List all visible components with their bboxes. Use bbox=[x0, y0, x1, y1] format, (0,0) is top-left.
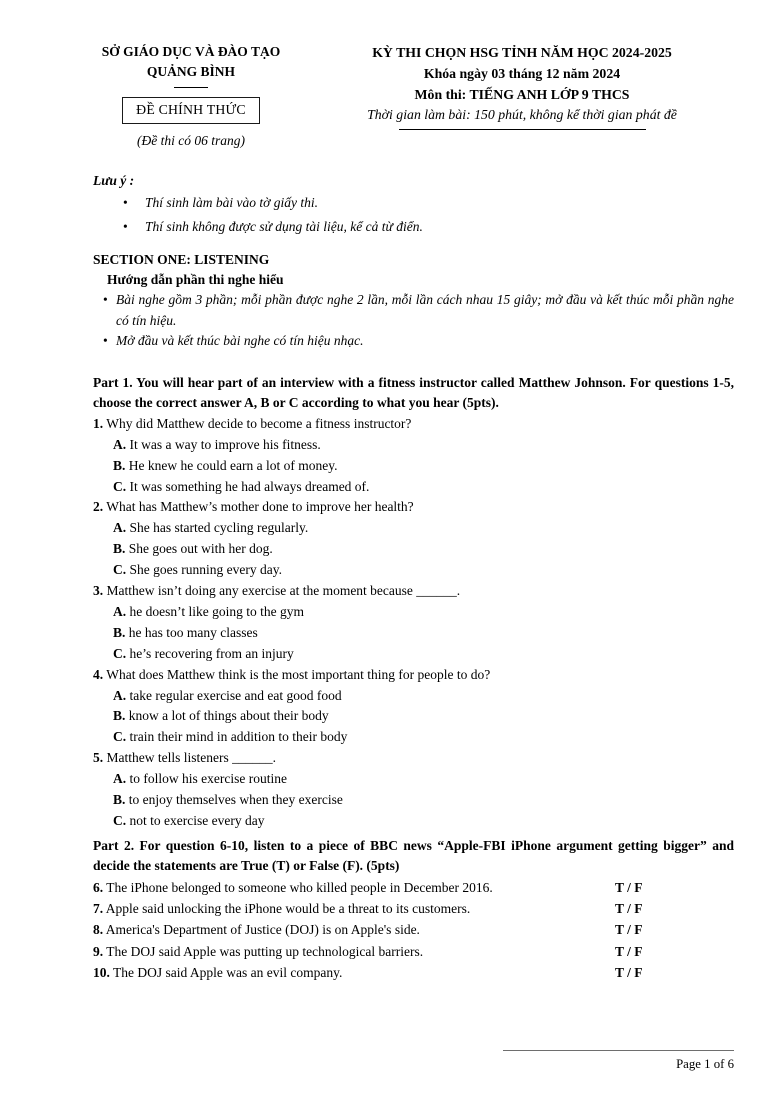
statement-number: 10. bbox=[93, 964, 110, 980]
question-text: Matthew isn’t doing any exercise at the moment because ______. bbox=[106, 583, 461, 599]
official-exam-box-wrap bbox=[93, 97, 289, 124]
option-label: B. bbox=[113, 624, 126, 640]
official-exam-box: ĐỀ CHÍNH THỨC bbox=[122, 97, 260, 124]
option-a bbox=[93, 518, 734, 539]
part-2-heading: Part 2. For question 6-10, listen to a piece of BBC news “Apple-FBI iPhone argument getting bigger” and decide the statements are True (T) or False (F). (5pts) bbox=[93, 837, 734, 874]
option-label: A. bbox=[113, 687, 127, 703]
option-text: to follow his exercise routine bbox=[129, 771, 287, 787]
question-block bbox=[93, 414, 734, 498]
statement-10 bbox=[93, 962, 734, 983]
notice-item: • Thí sinh không được sử dụng tài liệu, kể cả từ điển. bbox=[93, 215, 734, 239]
question-3 bbox=[93, 581, 734, 602]
option-c bbox=[93, 644, 734, 665]
option-b bbox=[93, 456, 734, 477]
question-text: What has Matthew’s mother done to improve her health? bbox=[106, 499, 414, 515]
notice-item: • Thí sinh làm bài vào tờ giấy thi. bbox=[93, 191, 734, 215]
option-label: A. bbox=[113, 520, 127, 536]
statement-6 bbox=[93, 877, 734, 898]
province-name: QUẢNG BÌNH bbox=[146, 64, 236, 79]
section-title: SECTION ONE: LISTENING bbox=[93, 252, 270, 267]
option-a bbox=[93, 769, 734, 790]
true-false-choice: T / F bbox=[615, 964, 643, 980]
option-text: take regular exercise and eat good food bbox=[129, 687, 342, 703]
option-c bbox=[93, 811, 734, 832]
option-text: It was something he had always dreamed of. bbox=[129, 478, 370, 494]
option-text: he doesn’t like going to the gym bbox=[129, 603, 304, 619]
statement-9 bbox=[93, 941, 734, 962]
exam-title: KỲ THI CHỌN HSG TỈNH NĂM HỌC 2024-2025 bbox=[372, 45, 672, 60]
notice-section bbox=[93, 170, 734, 238]
statement-text: America's Department of Justice (DOJ) is on Apple's side. bbox=[105, 922, 420, 938]
question-5 bbox=[93, 748, 734, 769]
part-1-heading: Part 1. You will hear part of an interview with a fitness instructor called Matthew Johnson. For questions 1-5, choose the correct answer A, B or C according to what you hear (5pts). bbox=[93, 374, 734, 411]
statement-text: The DOJ said Apple was an evil company. bbox=[113, 964, 343, 980]
true-false-choice: T / F bbox=[615, 901, 643, 917]
statement-7 bbox=[93, 898, 734, 919]
department-name: SỞ GIÁO DỤC VÀ ĐÀO TẠO bbox=[101, 44, 281, 59]
true-false-choice: T / F bbox=[615, 943, 643, 959]
statement-number: 9. bbox=[93, 943, 104, 959]
issuing-authority-block bbox=[93, 42, 289, 150]
option-text: She has started cycling regularly. bbox=[129, 520, 309, 536]
statement-8 bbox=[93, 919, 734, 940]
exam-subject: Môn thi: TIẾNG ANH LỚP 9 THCS bbox=[414, 87, 630, 102]
question-block bbox=[93, 665, 734, 749]
question-block bbox=[93, 581, 734, 665]
option-label: A. bbox=[113, 436, 127, 452]
option-label: B. bbox=[113, 541, 126, 557]
page-header bbox=[93, 42, 734, 150]
option-text: he has too many classes bbox=[128, 624, 258, 640]
option-label: B. bbox=[113, 792, 126, 808]
option-b bbox=[93, 790, 734, 811]
option-a bbox=[93, 602, 734, 623]
option-text: He knew he could earn a lot of money. bbox=[128, 457, 338, 473]
statement-number: 6. bbox=[93, 879, 104, 895]
option-b bbox=[93, 623, 734, 644]
option-text: to enjoy themselves when they exercise bbox=[128, 792, 343, 808]
exam-info-block bbox=[310, 42, 734, 130]
section-subtitle: Hướng dẫn phần thi nghe hiểu bbox=[107, 272, 284, 287]
divider-dash bbox=[174, 87, 208, 88]
pages-note: (Đề thi có 06 trang) bbox=[137, 133, 245, 148]
option-label: A. bbox=[113, 771, 127, 787]
option-label: B. bbox=[113, 457, 126, 473]
option-label: C. bbox=[113, 813, 127, 828]
statement-number: 7. bbox=[93, 901, 104, 917]
section-one-listening bbox=[93, 250, 734, 352]
question-4 bbox=[93, 665, 734, 686]
listening-instruction: • Mở đầu và kết thúc bài nghe có tín hiệu nhạc. bbox=[93, 331, 734, 352]
part-2 bbox=[93, 836, 734, 983]
part-1 bbox=[93, 373, 734, 832]
question-number: 1. bbox=[93, 415, 104, 431]
option-label: C. bbox=[113, 562, 127, 578]
true-false-choice: T / F bbox=[615, 922, 643, 938]
question-number: 2. bbox=[93, 499, 104, 515]
option-a bbox=[93, 435, 734, 456]
option-text: She goes running every day. bbox=[129, 562, 282, 578]
footer-rule bbox=[503, 1050, 734, 1051]
question-text: What does Matthew think is the most important thing for people to do? bbox=[106, 666, 491, 682]
option-c bbox=[93, 727, 734, 748]
question-text: Matthew tells listeners ______. bbox=[106, 750, 276, 766]
option-text: It was a way to improve his fitness. bbox=[129, 436, 321, 452]
option-text: She goes out with her dog. bbox=[128, 541, 273, 557]
option-label: C. bbox=[113, 729, 127, 745]
statement-text: Apple said unlocking the iPhone would be a threat to its customers. bbox=[105, 901, 471, 917]
option-a bbox=[93, 686, 734, 707]
option-c bbox=[93, 560, 734, 581]
option-text: not to exercise every day bbox=[129, 813, 265, 828]
option-label: B. bbox=[113, 708, 126, 724]
statement-number: 8. bbox=[93, 922, 104, 938]
exam-date: Khóa ngày 03 tháng 12 năm 2024 bbox=[423, 66, 621, 81]
option-c bbox=[93, 477, 734, 498]
question-block bbox=[93, 497, 734, 581]
notice-title: Lưu ý : bbox=[93, 173, 135, 188]
exam-duration: Thời gian làm bài: 150 phút, không kể thời gian phát đề bbox=[367, 107, 677, 122]
statement-text: The DOJ said Apple was putting up technological barriers. bbox=[106, 943, 424, 959]
question-number: 3. bbox=[93, 583, 104, 599]
listening-instruction: • Bài nghe gồm 3 phần; mỗi phần được nghe 2 lần, mỗi lần cách nhau 15 giây; mở đầu và kết thúc mỗi phần nghe có tín hiệu. bbox=[93, 290, 734, 331]
header-rule bbox=[399, 129, 646, 130]
statement-text: The iPhone belonged to someone who killed people in December 2016. bbox=[106, 879, 493, 895]
option-text: he’s recovering from an injury bbox=[129, 645, 294, 661]
option-label: C. bbox=[113, 645, 127, 661]
true-false-choice: T / F bbox=[615, 879, 643, 895]
question-2 bbox=[93, 497, 734, 518]
question-text: Why did Matthew decide to become a fitness instructor? bbox=[106, 415, 412, 431]
option-label: C. bbox=[113, 478, 127, 494]
option-text: train their mind in addition to their body bbox=[129, 729, 348, 745]
question-number: 4. bbox=[93, 666, 104, 682]
option-label: A. bbox=[113, 603, 127, 619]
option-b bbox=[93, 539, 734, 560]
option-text: know a lot of things about their body bbox=[128, 708, 329, 724]
option-b bbox=[93, 706, 734, 727]
page-number: Page 1 of 6 bbox=[676, 1057, 734, 1071]
question-number: 5. bbox=[93, 750, 104, 766]
question-block bbox=[93, 748, 734, 832]
question-1 bbox=[93, 414, 734, 435]
